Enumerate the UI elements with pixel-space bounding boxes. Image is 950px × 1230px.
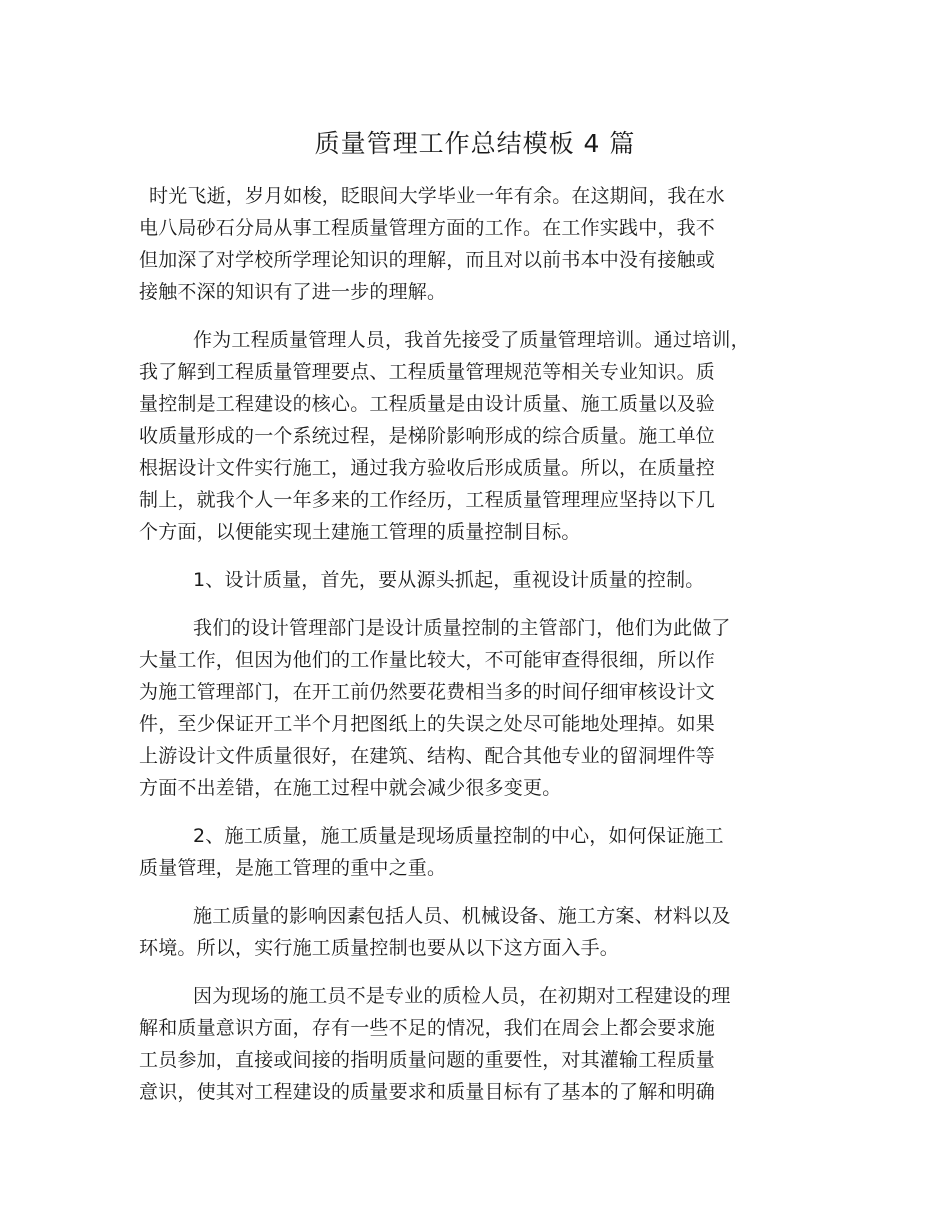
paragraph-design-quality-heading: 1、设计质量，首先，要从源头抓起，重视设计质量的控制。 — [193, 569, 705, 591]
paragraph-design-management: 我们的设计管理部门是设计质量控制的主管部门，他们为此做了 大量工作，但因为他们的工作量比较大，不可能审查得很细，所以作 为施工管理部门，在开工前仍然要花费相当多的时间仔细审核设计文 件，至少保证开工半个月把图纸上的失误之处尽可能地处理掉。如果 上游设计文件质量很好，在建筑、结构、配合其他专业的留洞埋件等 方面不出差错，在施工过程中就会减少很多变更。 — [139, 617, 731, 799]
document-body — [139, 180, 779, 1124]
paragraph-construction-staff: 因为现场的施工员不是专业的质检人员，在初期对工程建设的理 解和质量意识方面，存有一些不足的情况，我们在周会上都会要求施 工员参加，直接或间接的指明质量问题的重要性，对其灌输工程质量 意识，使其对工程建设的质量要求和质量目标有了基本的了解和明确 — [139, 985, 731, 1103]
document-title: 质量管理工作总结模板 4 篇 — [314, 129, 636, 158]
paragraph-construction-quality-heading: 2、施工质量，施工质量是现场质量控制的中心，如何保证施工 质量管理，是施工管理的重中之重。 — [139, 825, 724, 879]
paragraph-training: 作为工程质量管理人员，我首先接受了质量管理培训。通过培训， 我了解到工程质量管理要点、工程质量管理规范等相关专业知识。质 量控制是工程建设的核心。工程质量是由设计质量、施工质量以及验 收质量形成的一个系统过程，是梯阶影响形成的综合质量。施工单位 根据设计文件实行施工，通过我方验收后形成质量。所以，在质量控 制上，就我个人一年多来的工作经历，工程质量管理理应坚持以下几 个方面，以便能实现土建施工管理的质量控制目标。 — [139, 329, 750, 543]
paragraph-influence-factors: 施工质量的影响因素包括人员、机械设备、施工方案、材料以及 环境。所以，实行施工质量控制也要从以下这方面入手。 — [139, 905, 731, 959]
paragraph-intro: 时光飞逝，岁月如梭，眨眼间大学毕业一年有余。在这期间，我在水 电八局砂石分局从事工程质量管理方面的工作。在工作实践中，我不 但加深了对学校所学理论知识的理解，而且对以前书本中没有接触或 接触不深的知识有了进一步的理解。 — [139, 185, 726, 303]
